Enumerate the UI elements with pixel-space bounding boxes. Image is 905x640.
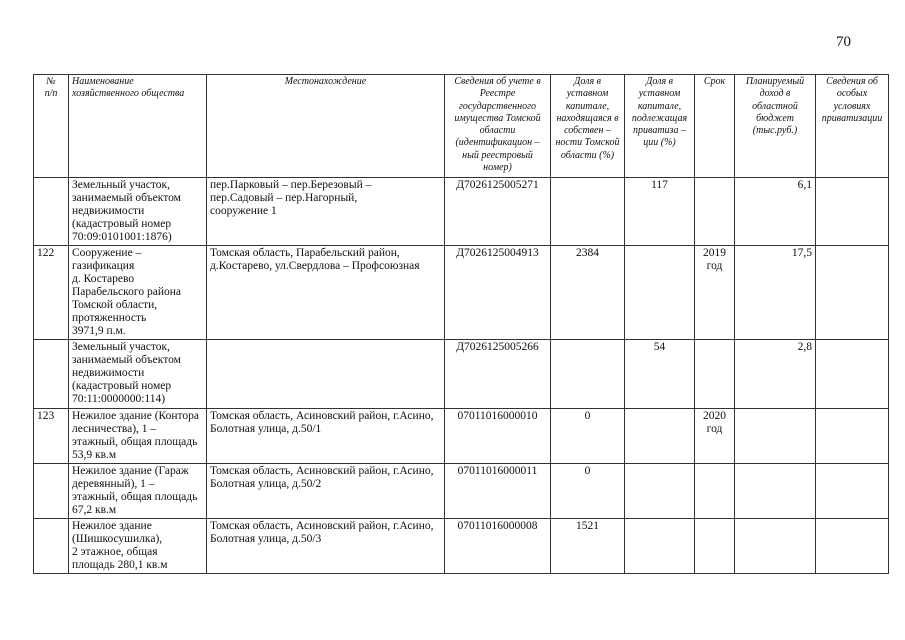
header-conditions: Сведения об особых условиях приватизации bbox=[816, 75, 889, 178]
header-income: Планируемый доход в областной бюджет (тыс.руб.) bbox=[735, 75, 816, 178]
cell-term: 2020 год bbox=[695, 409, 735, 464]
cell-income: 2,8 bbox=[735, 340, 816, 409]
cell-name: Сооружение – газификация д. Костарево Парабельского района Томской области, протяженность 3971,9 п.м. bbox=[69, 246, 207, 340]
cell-number bbox=[34, 340, 69, 409]
cell-share-owned: 2384 bbox=[551, 246, 625, 340]
cell-income: 17,5 bbox=[735, 246, 816, 340]
cell-location bbox=[207, 340, 445, 409]
cell-share-owned: 1521 bbox=[551, 519, 625, 574]
table-header-row bbox=[34, 75, 889, 178]
cell-location: Томская область, Парабельский район, д.Костарево, ул.Свердлова – Профсоюзная bbox=[207, 246, 445, 340]
cell-number bbox=[34, 519, 69, 574]
cell-name: Земельный участок, занимаемый объектом недвижимости (кадастровый номер 70:11:0000000:114) bbox=[69, 340, 207, 409]
cell-location: Томская область, Асиновский район, г.Асино, Болотная улица, д.50/3 bbox=[207, 519, 445, 574]
cell-share-privatized: 54 bbox=[625, 340, 695, 409]
cell-term bbox=[695, 464, 735, 519]
cell-registry: 07011016000008 bbox=[445, 519, 551, 574]
cell-income bbox=[735, 409, 816, 464]
header-term: Срок bbox=[695, 75, 735, 178]
cell-share-owned bbox=[551, 178, 625, 246]
table-row bbox=[34, 464, 889, 519]
cell-name: Земельный участок, занимаемый объектом недвижимости (кадастровый номер 70:09:0101001:1876) bbox=[69, 178, 207, 246]
cell-conditions bbox=[816, 464, 889, 519]
privatization-table bbox=[33, 74, 889, 574]
page-number: 70 bbox=[836, 34, 851, 50]
cell-share-owned: 0 bbox=[551, 464, 625, 519]
cell-term: 2019 год bbox=[695, 246, 735, 340]
cell-number: 122 bbox=[34, 246, 69, 340]
cell-share-privatized bbox=[625, 519, 695, 574]
cell-registry: Д7026125004913 bbox=[445, 246, 551, 340]
cell-location: пер.Парковый – пер.Березовый – пер.Садовый – пер.Нагорный, сооружение 1 bbox=[207, 178, 445, 246]
cell-income bbox=[735, 519, 816, 574]
cell-share-privatized bbox=[625, 464, 695, 519]
cell-term bbox=[695, 178, 735, 246]
cell-name: Нежилое здание (Гараж деревянный), 1 – этажный, общая площадь 67,2 кв.м bbox=[69, 464, 207, 519]
header-location: Местонахождение bbox=[207, 75, 445, 178]
header-share-owned: Доля в уставном капитале, находящаяся в собствен – ности Томской области (%) bbox=[551, 75, 625, 178]
cell-location: Томская область, Асиновский район, г.Асино, Болотная улица, д.50/1 bbox=[207, 409, 445, 464]
header-name: Наименование хозяйственного общества bbox=[69, 75, 207, 178]
table-row bbox=[34, 409, 889, 464]
cell-share-owned bbox=[551, 340, 625, 409]
table-row bbox=[34, 519, 889, 574]
cell-registry: Д7026125005271 bbox=[445, 178, 551, 246]
header-share-privatized: Доля в уставном капитале, подлежащая приватиза – ции (%) bbox=[625, 75, 695, 178]
cell-conditions bbox=[816, 409, 889, 464]
cell-term bbox=[695, 340, 735, 409]
cell-income bbox=[735, 464, 816, 519]
cell-number: 123 bbox=[34, 409, 69, 464]
header-registry: Сведения об учете в Реестре государственного имущества Томской области (идентификацион – ный реестровый номер) bbox=[445, 75, 551, 178]
cell-share-privatized: 117 bbox=[625, 178, 695, 246]
table-row bbox=[34, 340, 889, 409]
cell-term bbox=[695, 519, 735, 574]
cell-share-privatized bbox=[625, 409, 695, 464]
cell-share-owned: 0 bbox=[551, 409, 625, 464]
cell-registry: 07011016000010 bbox=[445, 409, 551, 464]
cell-location: Томская область, Асиновский район, г.Асино, Болотная улица, д.50/2 bbox=[207, 464, 445, 519]
header-number: № п/п bbox=[34, 75, 69, 178]
cell-share-privatized bbox=[625, 246, 695, 340]
table-row bbox=[34, 178, 889, 246]
cell-conditions bbox=[816, 178, 889, 246]
cell-name: Нежилое здание (Шишкосушилка), 2 этажное, общая площадь 280,1 кв.м bbox=[69, 519, 207, 574]
table-row bbox=[34, 246, 889, 340]
cell-number bbox=[34, 464, 69, 519]
cell-registry: Д7026125005266 bbox=[445, 340, 551, 409]
cell-number bbox=[34, 178, 69, 246]
cell-registry: 07011016000011 bbox=[445, 464, 551, 519]
cell-income: 6,1 bbox=[735, 178, 816, 246]
cell-conditions bbox=[816, 519, 889, 574]
cell-name: Нежилое здание (Контора лесничества), 1 – этажный, общая площадь 53,9 кв.м bbox=[69, 409, 207, 464]
cell-conditions bbox=[816, 246, 889, 340]
cell-conditions bbox=[816, 340, 889, 409]
